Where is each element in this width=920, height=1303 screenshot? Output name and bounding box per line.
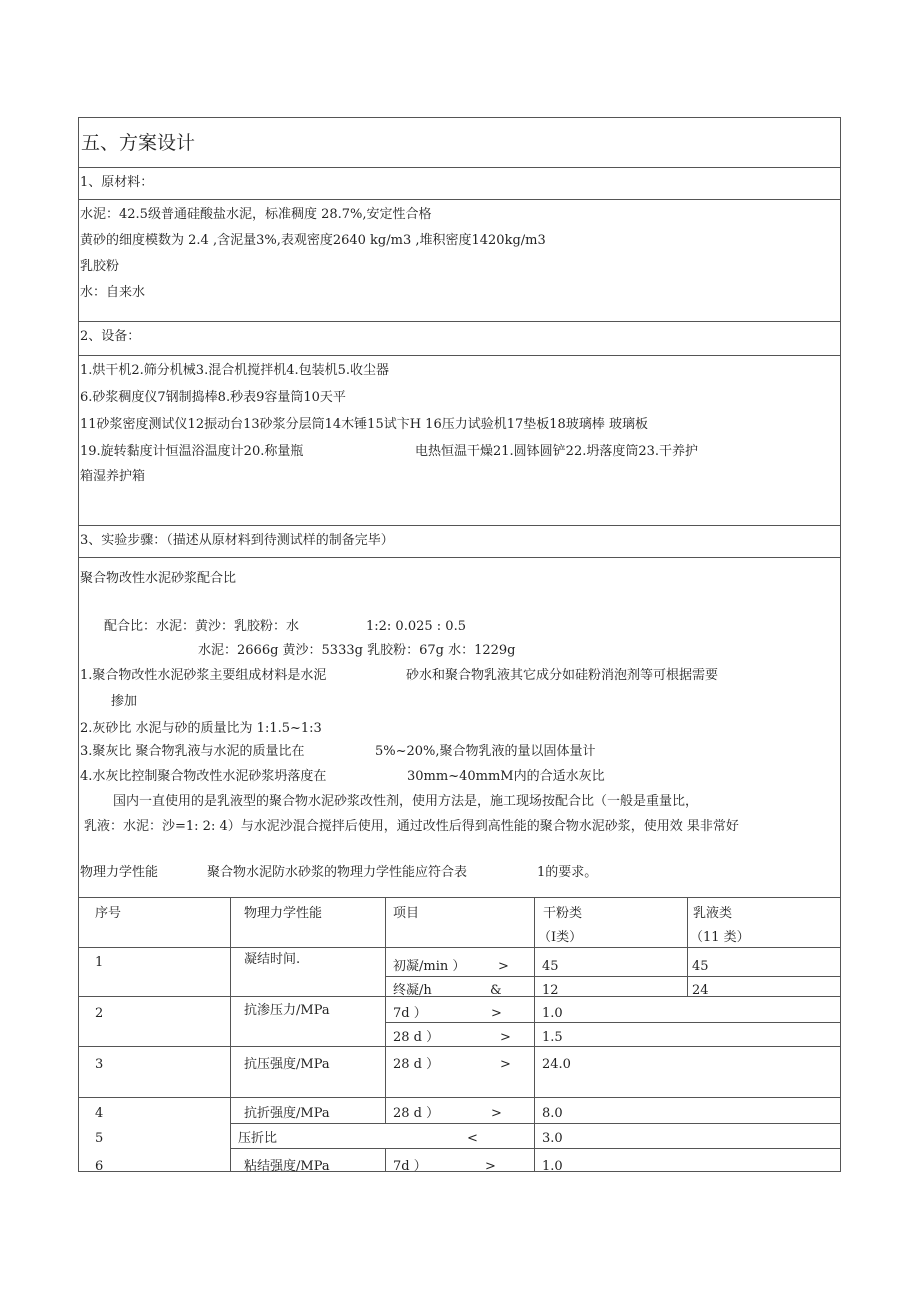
table-cell: 45 (692, 959, 709, 974)
procedure-item: 2.灰砂比 水泥与砂的质量比为 1:1.5~1:3 (80, 721, 322, 736)
col-header-no: 序号 (95, 906, 122, 921)
table-cell: & (490, 983, 502, 998)
table-row: 3 (95, 1057, 104, 1072)
procedure-item: 4.水灰比控制聚合物改性水泥砂浆坍落度在 (80, 769, 327, 784)
table-cell: > (491, 1106, 502, 1121)
table-cell: 1.0 (542, 1159, 563, 1174)
divider (78, 321, 841, 322)
equipment-line: 箱湿养护箱 (80, 469, 146, 484)
table-cell: 压折比 (238, 1131, 278, 1146)
divider (78, 355, 841, 356)
material-line: 水泥：42.5级普通硅酸盐水泥，标准稠度 28.7%,安定性合格 (80, 207, 432, 222)
table-cell: 28 d ） (393, 1030, 440, 1045)
col-header-property: 物理力学性能 (244, 906, 323, 921)
table-row: 1 (95, 955, 104, 970)
table-cell: 28 d ） (393, 1057, 440, 1072)
table-cell: 终凝/h (393, 983, 432, 998)
table-cell: > (498, 959, 509, 974)
table-cell: 抗压强度/MPa (244, 1057, 330, 1072)
properties-intro: 物理力学性能 (80, 865, 159, 880)
equipment-heading: 2、设备： (80, 329, 141, 344)
amounts: 水泥：2666g 黄沙：5333g 乳胶粉：67g 水：1229g (198, 643, 516, 658)
table-cell: 1.0 (542, 1006, 563, 1021)
divider (78, 167, 841, 168)
col-header-dry-sub: （I类） (538, 930, 583, 945)
table-cell: > (491, 1006, 502, 1021)
table-cell: > (485, 1159, 496, 1174)
table-cell: 28 d ） (393, 1106, 440, 1121)
equipment-line: 1.烘干机2.筛分机械3.混合机搅拌机4.包装机5.收尘器 (80, 363, 390, 378)
col-header-emulsion-sub: （11 类） (690, 930, 750, 945)
equipment-line: 11砂浆密度测试仪12振动台13砂浆分层筒14木锤15试卞H 16压力试验机17垫板18玻璃棒 玻璃板 (80, 417, 648, 432)
procedure-item: 砂水和聚合物乳液其它成分如硅粉消泡剂等可根据需要 (406, 668, 719, 683)
table-cell: > (500, 1057, 511, 1072)
properties-intro: 聚合物水泥防水砂浆的物理力学性能应符合表 (207, 865, 468, 880)
ratio-value: 1:2: 0.025 : 0.5 (366, 619, 466, 634)
table-cell: 抗折强度/MPa (244, 1106, 330, 1121)
procedure-item: 1.聚合物改性水泥砂浆主要组成材料是水泥 (80, 668, 327, 683)
table-cell: 24 (692, 983, 709, 998)
table-cell: 7d ） (393, 1006, 427, 1021)
col-header-dry: 干粉类 (543, 906, 583, 921)
materials-heading: 1、原材料： (80, 175, 154, 190)
table-row: 4 (95, 1106, 104, 1121)
procedure-item: 3.聚灰比 聚合物乳液与水泥的质量比在 (80, 744, 305, 759)
equipment-line: 电热恒温干燥21.圆钵圆铲22.坍落度筒23.干养护 (415, 444, 699, 459)
col-header-item: 项目 (393, 906, 420, 921)
equipment-line: 19.旋转黏度计恒温浴温度计20.称量瓶 (80, 444, 304, 459)
procedure-item: 5%~20%,聚合物乳液的量以固体量计 (375, 744, 596, 759)
table-cell: < (467, 1131, 478, 1146)
procedure-item: 掺加 (111, 694, 138, 709)
paragraph: 国内一直使用的是乳液型的聚合物水泥砂浆改性剂，使用方法是，施工现场按配合比（一般是重量比， (113, 794, 699, 809)
properties-intro: 1的要求。 (537, 865, 598, 880)
paragraph: 乳液：水泥：沙=1: 2: 4）与水泥沙混合搅拌后使用，通过改性后得到高性能的聚合物水泥砂浆，使用效 果非常好 (84, 819, 739, 834)
page-title: 五、方案设计 (81, 132, 196, 154)
table-cell: 12 (542, 983, 559, 998)
divider (78, 199, 841, 200)
ratio-label: 配合比：水泥：黄沙：乳胶粉：水 (104, 619, 300, 634)
procedure-heading: 3、实验步骤：（描述从原材料到待测试样的制备完毕） (80, 533, 394, 548)
table-cell: 45 (542, 959, 559, 974)
material-line: 水：自来水 (80, 285, 146, 300)
table-cell: 1.5 (542, 1030, 563, 1045)
procedure-item: 30mm~40mmM内的合适水灰比 (407, 769, 605, 784)
table-row: 6 (95, 1159, 104, 1174)
col-header-emulsion: 乳液类 (693, 906, 733, 921)
table-cell: 抗渗压力/MPa (244, 1003, 330, 1018)
divider (78, 557, 841, 558)
table-cell: 24.0 (542, 1057, 571, 1072)
table-row: 2 (95, 1006, 104, 1021)
divider (78, 525, 841, 526)
material-line: 乳胶粉 (80, 259, 120, 274)
table-row: 5 (95, 1131, 104, 1146)
table-cell: 初凝/min ） (393, 959, 466, 974)
table-cell: 凝结时间. (244, 952, 301, 967)
table-cell: 粘结强度/MPa (244, 1159, 330, 1174)
material-line: 黄砂的细度模数为 2.4 ,含泥量3%,表观密度2640 kg/m3 ,堆积密度1420kg/m3 (80, 233, 546, 248)
procedure-subtitle: 聚合物改性水泥砂浆配合比 (80, 571, 237, 586)
equipment-line: 6.砂浆稠度仪7钢制捣棒8.秒表9容量筒10天平 (80, 390, 346, 405)
table-cell: 3.0 (542, 1131, 563, 1146)
table-cell: > (500, 1030, 511, 1045)
table-cell: 7d ） (393, 1159, 427, 1174)
table-cell: 8.0 (542, 1106, 563, 1121)
